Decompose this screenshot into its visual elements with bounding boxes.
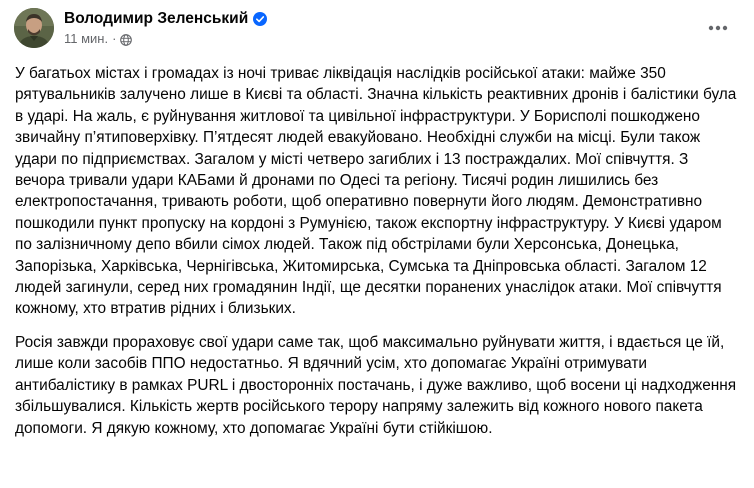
post-meta <box>64 9 267 47</box>
globe-icon[interactable] <box>120 33 132 45</box>
avatar-image <box>14 8 54 48</box>
more-options-button[interactable] <box>700 10 736 46</box>
post-time-row <box>64 30 267 47</box>
post-timestamp[interactable]: 11 мин. <box>64 31 109 46</box>
post-header <box>14 6 267 50</box>
separator-dot: · <box>112 31 117 46</box>
more-dots-icon <box>708 25 728 31</box>
verified-badge-icon <box>253 12 267 26</box>
author-name[interactable]: Володимир Зеленський <box>64 10 249 27</box>
post-paragraph-2: Росія завжди прораховує свої удари саме так, щоб максимально руйнувати життя, і вдається це їй, лише коли засобів ППО недостатньо. Я вдячний усім, хто допомагає Україні отримувати антибалістику в рамках PURL і двосторонніх постачань, і дуже важливо, щоб восени ці надходження збільшувалися. Кількість жертв російського терору напряму залежить від кожного нового пакета допомоги. Я дякую кожному, хто допомагає Україні бути стійкішою. <box>15 333 737 437</box>
post-paragraph-1: У багатьох містах і громадах із ночі триває ліквідація наслідків російської атаки: майже 350 рятувальників залучено лише в Києві та області. Значна кількість реактивних дронів і балістики була в ударі. На жаль, є руйнування житлової та цивільної інфраструктури. У Борисполі пошкоджено звичайну п’ятиповерхівку. П’ятдесят людей евакуйовано. Необхідні служби на місці. Були також удари по підприємствах. Загалом у місті четверо загиблих і 13 постраждалих. Мої співчуття. З вечора тривали удари КАБами й дронами по Одесі та регіону. Тисячі родин лишились без електропостачання, тривають роботи, щоб оперативно повернути його людям. Демонстративно пошкодили пункт пропуску на кордоні з Румунією, також експортну інфраструктуру. У Києві ударом по залізничному депо вбили сімох людей. Також під обстрілами були Херсонська, Донецька, Запорізька, Харківська, Чернігівська, Житомирська, Сумська та Дніпровська області. Загалом 12 людей загинули, серед них громадянин Індії, ще десятки поранених унаслідок атаки. Мої співчуття кожному, хто втратив рідних і близьких. <box>15 65 737 318</box>
author-row <box>64 9 267 29</box>
post-body <box>15 63 739 451</box>
avatar[interactable] <box>14 8 54 48</box>
